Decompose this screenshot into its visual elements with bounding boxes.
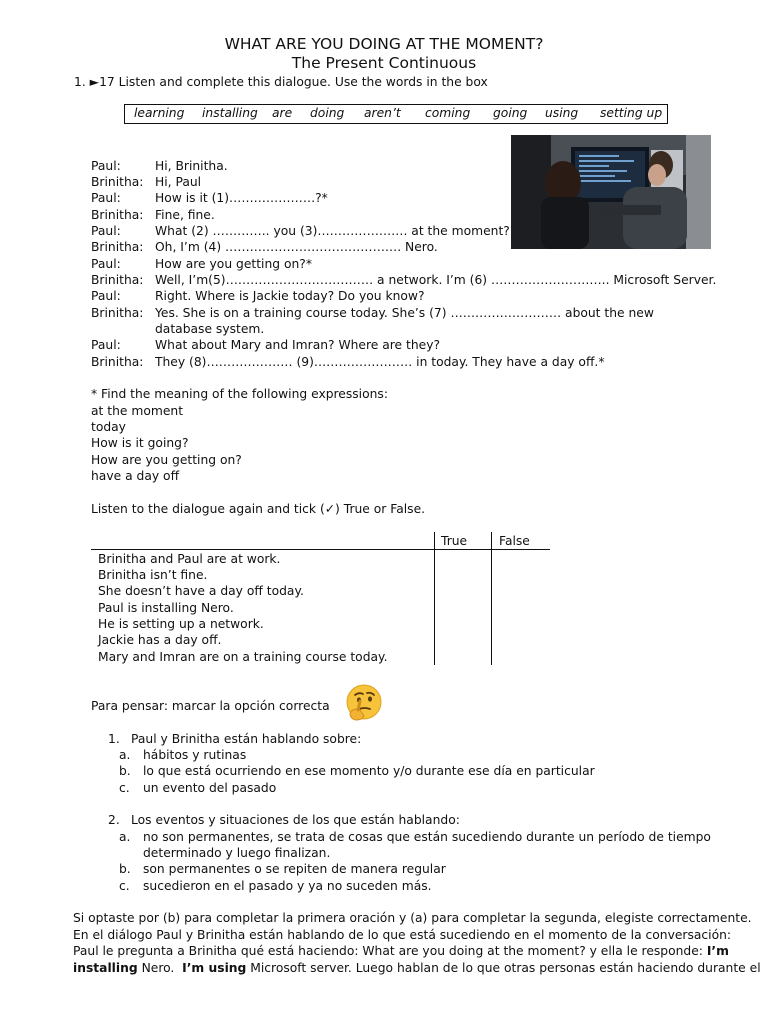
table-row: Jackie has a day off. [98, 633, 222, 647]
conclusion-bold: I’m using [182, 961, 247, 975]
conclusion-text: Microsoft server. Luego hablan de lo que otras personas están haciendo durante el [246, 961, 761, 975]
dialogue-text: Hi, Paul [155, 175, 202, 189]
conclusion-line [73, 960, 761, 976]
meaning-item: How is it going? [91, 436, 189, 450]
word-item: doing [310, 106, 345, 120]
option-text: no son permanentes, se trata de cosas que están sucediendo durante un período de tiempo [143, 830, 711, 844]
think-label: Para pensar: marcar la opción correcta [91, 699, 330, 713]
option-letter: a. [119, 830, 131, 844]
dialogue-text: Yes. She is on a training course today. She’s (7) ……………………… about the new [155, 306, 654, 320]
conclusion-line: En el diálogo Paul y Brinitha están hablando de lo que está sucediendo en el momento de la conversación: [73, 928, 732, 942]
meaning-item: today [91, 420, 126, 434]
speaker: Paul: [91, 289, 121, 303]
option-text-continued: determinado y luego finalizan. [143, 846, 331, 860]
word-item: going [493, 106, 528, 120]
dialogue-text: How is it (1)…………………?* [155, 191, 328, 205]
conclusion-line: Si optaste por (b) para completar la primera oración y (a) para completar la segunda, elegiste correctamente. [73, 911, 752, 925]
speaker: Brinitha: [91, 273, 144, 287]
option-letter: b. [119, 862, 131, 876]
dialogue-text: database system. [155, 322, 265, 336]
page-title: WHAT ARE YOU DOING AT THE MOMENT? [224, 35, 544, 53]
speaker: Paul: [91, 191, 121, 205]
column-header-true: True [441, 534, 468, 548]
column-header-false: False [499, 534, 530, 548]
question-text: Paul y Brinitha están hablando sobre: [131, 732, 362, 746]
meaning-item: at the moment [91, 404, 184, 418]
word-item: installing [202, 106, 258, 120]
thinking-face-icon [344, 683, 384, 723]
table-row: Mary and Imran are on a training course today. [98, 650, 388, 664]
question-text: Los eventos y situaciones de los que están hablando: [131, 813, 460, 827]
option-letter: b. [119, 764, 131, 778]
conclusion-bold: installing [73, 961, 138, 975]
question-number: 1. [108, 732, 120, 746]
speaker: Brinitha: [91, 240, 144, 254]
dialogue-text: Fine, fine. [155, 208, 215, 222]
dialogue-text: What (2) ………….. you (3)…………………. at the moment? [155, 224, 510, 238]
table-row: Paul is installing Nero. [98, 601, 234, 615]
word-item: aren’t [364, 106, 401, 120]
meaning-item: How are you getting on? [91, 453, 242, 467]
word-item: are [272, 106, 293, 120]
option-text: sucedieron en el pasado y ya no suceden más. [143, 879, 432, 893]
truefalse-table [91, 532, 551, 666]
option-text: hábitos y rutinas [143, 748, 247, 762]
speaker: Paul: [91, 338, 121, 352]
dialogue-text: Oh, I’m (4) ……………………………………. Nero. [155, 240, 438, 254]
page-subtitle: The Present Continuous [291, 54, 477, 72]
table-row: Brinitha and Paul are at work. [98, 552, 281, 566]
word-box [124, 104, 668, 124]
speaker: Paul: [91, 159, 121, 173]
table-row: Brinitha isn’t fine. [98, 568, 208, 582]
meanings-heading: * Find the meaning of the following expressions: [91, 387, 388, 401]
conclusion-line [73, 943, 729, 959]
speaker: Brinitha: [91, 208, 144, 222]
conclusion-text: Nero. [137, 961, 183, 975]
exercise-instruction: 1. ►17 Listen and complete this dialogue. Use the words in the box [74, 75, 488, 89]
dialogue-text: Hi, Brinitha. [155, 159, 228, 173]
option-letter: a. [119, 748, 131, 762]
option-text: un evento del pasado [143, 781, 277, 795]
question-number: 2. [108, 813, 120, 827]
table-row: He is setting up a network. [98, 617, 264, 631]
option-text: lo que está ocurriendo en ese momento y/o durante ese día en particular [143, 764, 595, 778]
dialogue-text: Well, I’m(5)……………………………… a network. I’m (6) ……………………….. Microsoft Server. [155, 273, 717, 287]
office-photo [511, 135, 711, 249]
option-letter: c. [119, 879, 130, 893]
speaker: Brinitha: [91, 175, 144, 189]
option-text: son permanentes o se repiten de manera regular [143, 862, 446, 876]
word-item: using [545, 106, 579, 120]
speaker: Paul: [91, 257, 121, 271]
word-item: coming [425, 106, 471, 120]
option-letter: c. [119, 781, 130, 795]
conclusion-bold: I’m [706, 944, 729, 958]
word-item: setting up [600, 106, 663, 120]
dialogue-text: What about Mary and Imran? Where are they? [155, 338, 441, 352]
truefalse-instruction: Listen to the dialogue again and tick (✓) True or False. [91, 502, 426, 516]
speaker: Paul: [91, 224, 121, 238]
dialogue-text: Right. Where is Jackie today? Do you know? [155, 289, 425, 303]
word-item: learning [134, 106, 185, 120]
dialogue-text: They (8)………………… (9)…………………… in today. They have a day off.* [155, 355, 605, 369]
dialogue-text: How are you getting on?* [155, 257, 312, 271]
table-row: She doesn’t have a day off today. [98, 584, 304, 598]
meaning-item: have a day off [91, 469, 180, 483]
speaker: Brinitha: [91, 306, 144, 320]
conclusion-text: Paul le pregunta a Brinitha qué está haciendo: What are you doing at the moment? y ella le responde: [73, 944, 707, 958]
speaker: Brinitha: [91, 355, 144, 369]
